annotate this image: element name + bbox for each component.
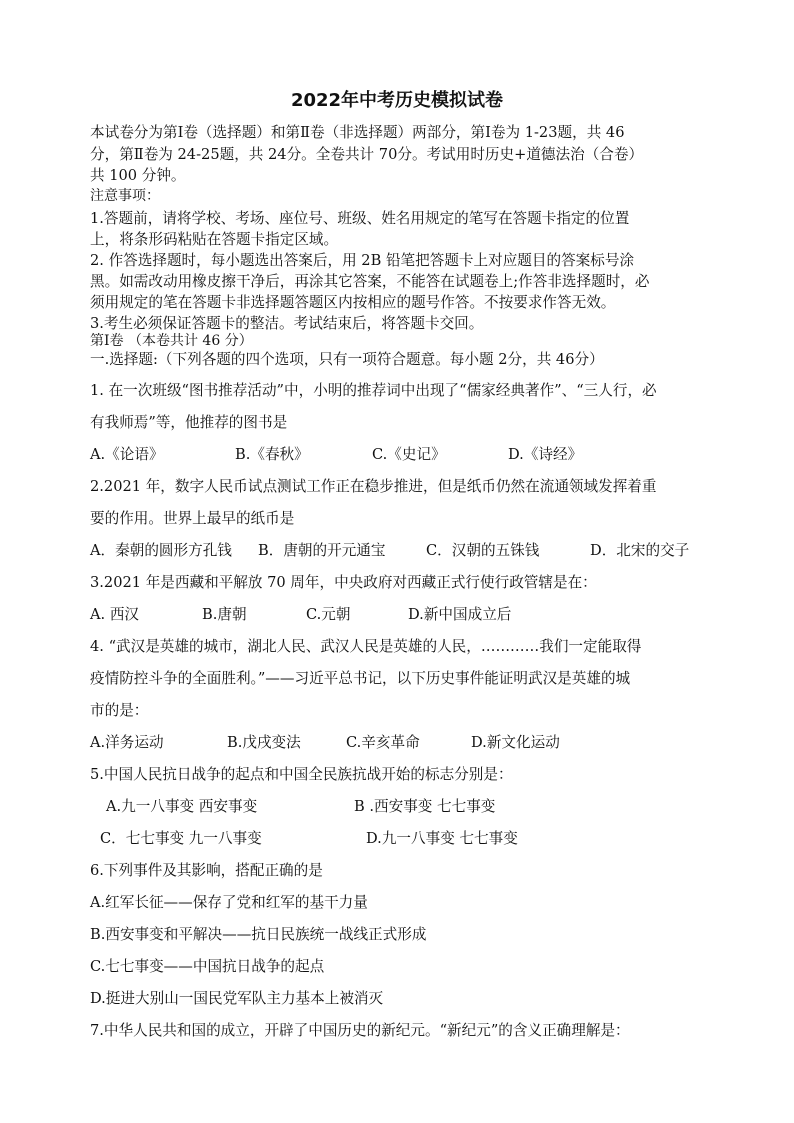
option-a: A.红军长征——保存了党和红军的基干力量 xyxy=(90,894,368,911)
note-line: 2. 作答选择题时，每小题选出答案后，用 2B 铅笔把答题卡上对应题目的答案标号涂 xyxy=(90,252,635,269)
option-c: C.七七事变——中国抗日战争的起点 xyxy=(90,958,325,975)
option-a: A.《论语》 xyxy=(90,446,164,463)
option-c: C．汉朝的五铢钱 xyxy=(426,542,540,559)
option-d: D.挺进大别山一国民党军队主力基本上被消灭 xyxy=(90,990,384,1007)
option-d: D.九一八事变 七七事变 xyxy=(366,830,518,847)
question-stem: 3.2021 年是西藏和平解放 70 周年，中央政府对西藏正式行使行政管辖是在： xyxy=(90,574,597,591)
option-b: B .西安事变 七七事变 xyxy=(354,798,496,815)
note-line: 1.答题前，请将学校、考场、座位号、班级、姓名用规定的笔写在答题卡指定的位置 xyxy=(90,210,630,227)
option-d: D.新中国成立后 xyxy=(408,606,512,623)
question-stem: 有我师焉”等，他推荐的图书是 xyxy=(90,414,288,431)
note-line: 上，将条形码粘贴在答题卡指定区域。 xyxy=(90,231,339,248)
question-stem: 5.中国人民抗日战争的起点和中国全民族抗战开始的标志分别是： xyxy=(90,766,513,783)
option-a: A.九一八事变 西安事变 xyxy=(106,798,258,815)
question-stem: 7.中华人民共和国的成立，开辟了中国历史的新纪元。“新纪元”的含义正确理解是： xyxy=(90,1022,630,1039)
question-stem: 疫情防控斗争的全面胜利。”——习近平总书记，以下历史事件能证明武汉是英雄的城 xyxy=(90,670,631,687)
option-b: B．唐朝的开元通宝 xyxy=(258,542,386,559)
note-line: 3.考生必须保证答题卡的整洁。考试结束后，将答题卡交回。 xyxy=(90,315,484,332)
option-a: A.洋务运动 xyxy=(90,734,164,751)
question-stem: 4. “武汉是英雄的城市，湖北人民、武汉人民是英雄的人民，…………我们一定能取得 xyxy=(90,638,642,655)
option-d: D．北宋的交子 xyxy=(590,542,690,559)
intro-line: 共 100 分钟。 xyxy=(90,167,186,184)
option-a: A．秦朝的圆形方孔钱 xyxy=(90,542,232,559)
intro-line: 本试卷分为第Ⅰ卷（选择题）和第Ⅱ卷（非选择题）两部分，第Ⅰ卷为 1-23题，共 46 xyxy=(90,124,625,141)
page-title: 2022年中考历史模拟试卷 xyxy=(290,90,504,111)
option-b: B.西安事变和平解决——抗日民族统一战线正式形成 xyxy=(90,926,427,943)
option-b: B.戊戌变法 xyxy=(227,734,301,751)
question-stem: 1. 在一次班级“图书推荐活动”中，小明的推荐词中出现了“儒家经典著作”、“三人行，必 xyxy=(90,382,657,399)
option-c: C.元朝 xyxy=(306,606,351,623)
option-d: D.《诗经》 xyxy=(508,446,583,463)
note-line: 黑。如需改动用橡皮擦干净后，再涂其它答案，不能答在试题卷上;作答非选择题时，必 xyxy=(90,273,650,290)
section-instructions: 一.选择题:（下列各题的四个选项，只有一项符合题意。每小题 2分，共 46分） xyxy=(90,351,604,368)
option-b: B.《春秋》 xyxy=(235,446,309,463)
intro-line: 分，第Ⅱ卷为 24-25题，共 24分。全卷共计 70分。考试用时历史+道德法治（合卷） xyxy=(90,146,644,163)
question-stem: 6.下列事件及其影响，搭配正确的是 xyxy=(90,862,323,879)
question-stem: 市的是： xyxy=(90,702,149,719)
note-line: 须用规定的笔在答题卡非选择题答题区内按相应的题号作答。不按要求作答无效。 xyxy=(90,294,616,311)
option-d: D.新文化运动 xyxy=(471,734,560,751)
notes-heading: 注意事项： xyxy=(90,188,160,204)
option-c: C.辛亥革命 xyxy=(346,734,420,751)
option-b: B.唐朝 xyxy=(202,606,247,623)
option-a: A. 西汉 xyxy=(90,606,140,623)
question-stem: 要的作用。世界上最早的纸币是 xyxy=(90,510,295,527)
option-c: C．七七事变 九一八事变 xyxy=(100,830,262,847)
question-stem: 2.2021 年，数字人民币试点测试工作正在稳步推进，但是纸币仍然在流通领域发挥着重 xyxy=(90,478,657,495)
section-heading: 第Ⅰ卷 （本卷共计 46 分） xyxy=(90,333,253,349)
option-c: C.《史记》 xyxy=(372,446,446,463)
